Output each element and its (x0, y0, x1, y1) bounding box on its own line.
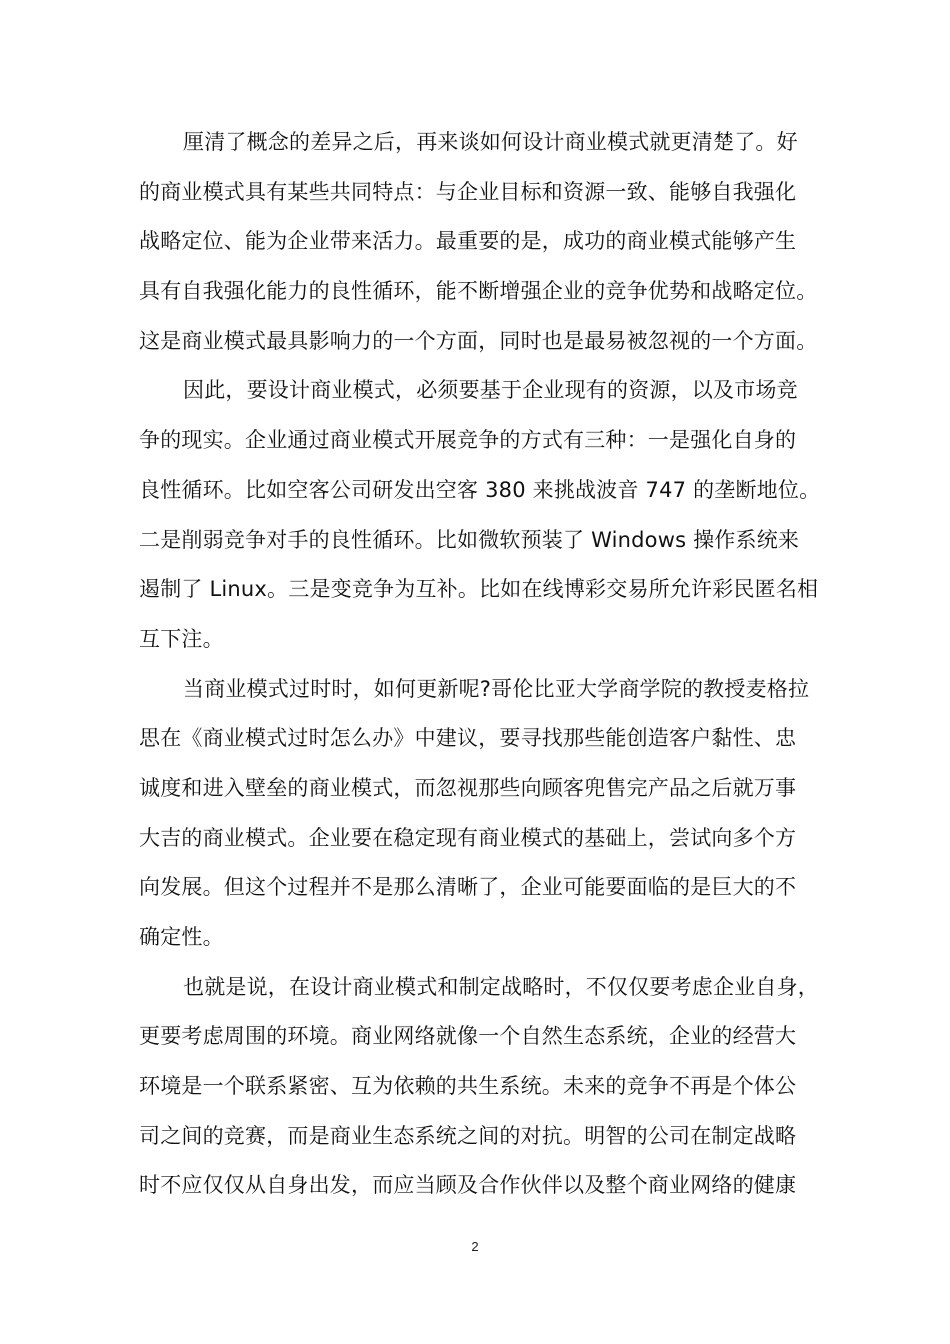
text-line: 当商业模式过时时，如何更新呢?哥伦比亚大学商学院的教授麦格拉 (183, 676, 810, 701)
text-line: 也就是说，在设计商业模式和制定战略时，不仅仅要考虑企业自身， (183, 974, 819, 999)
text-line: 思在《商业模式过时怎么办》中建议，要寻找那些能创造客户黏性、忠 (139, 726, 797, 751)
text-line: 环境是一个联系紧密、互为依赖的共生系统。未来的竞争不再是个体公 (139, 1074, 797, 1099)
text-line: 时不应仅仅从自身出发，而应当顾及合作伙伴以及整个商业网络的健康 (139, 1173, 797, 1198)
paragraph-4 (139, 963, 819, 1211)
text-line: 大吉的商业模式。企业要在稳定现有商业模式的基础上，尝试向多个方 (139, 825, 797, 850)
paragraph-3 (139, 665, 819, 963)
text-line: 这是商业模式最具影响力的一个方面，同时也是最易被忽视的一个方面。 (139, 328, 818, 353)
text-line: 二是削弱竞争对手的良性循环。比如微软预装了 Windows 操作系统来 (139, 527, 800, 552)
text-line: 战略定位、能为企业带来活力。最重要的是，成功的商业模式能够产生 (139, 229, 797, 254)
text-line: 的商业模式具有某些共同特点：与企业目标和资源一致、能够自我强化 (139, 179, 797, 204)
text-line: 良性循环。比如空客公司研发出空客 380 来挑战波音 747 的垄断地位。 (139, 477, 821, 502)
text-line: 因此，要设计商业模式，必须要基于企业现有的资源，以及市场竞 (183, 378, 798, 403)
text-line: 遏制了 Linux。三是变竞争为互补。比如在线博彩交易所允许彩民匿名相 (139, 577, 819, 602)
page-number: 2 (471, 1239, 479, 1254)
paragraph-1 (139, 118, 819, 366)
text-line: 更要考虑周围的环境。商业网络就像一个自然生态系统，企业的经营大 (139, 1024, 797, 1049)
text-line: 诚度和进入壁垒的商业模式，而忽视那些向顾客兜售完产品之后就万事 (139, 775, 797, 800)
text-line: 具有自我强化能力的良性循环，能不断增强企业的竞争优势和战略定位。 (139, 279, 818, 304)
body-text (139, 118, 819, 1211)
text-line: 争的现实。企业通过商业模式开展竞争的方式有三种：一是强化自身的 (139, 428, 797, 453)
text-line: 厘清了概念的差异之后，再来谈如何设计商业模式就更清楚了。好 (183, 130, 798, 154)
text-line: 向发展。但这个过程并不是那么清晰了，企业可能要面临的是巨大的不 (139, 875, 797, 900)
paragraph-2 (139, 366, 819, 664)
text-line: 互下注。 (139, 626, 224, 651)
text-line: 确定性。 (139, 925, 224, 949)
text-line: 司之间的竞赛，而是商业生态系统之间的对抗。明智的公司在制定战略 (139, 1123, 797, 1148)
